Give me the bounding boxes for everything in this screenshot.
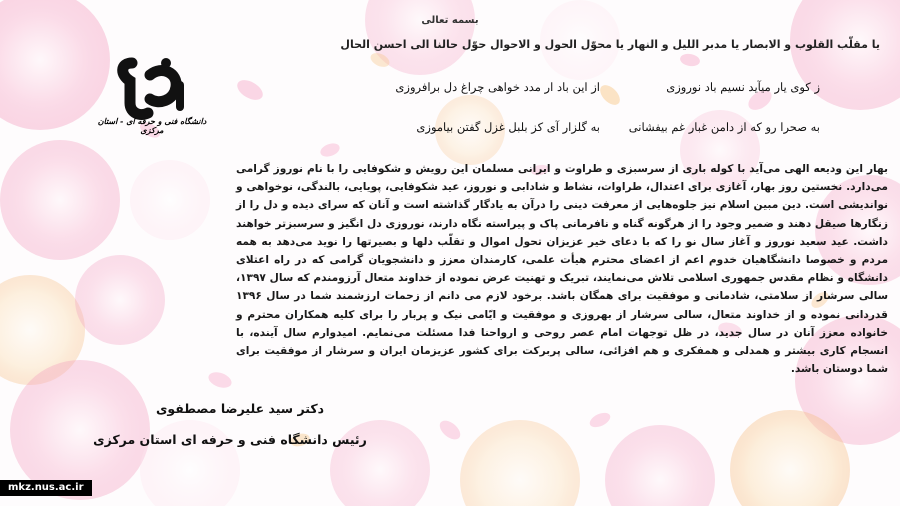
signer-title: رئیس دانشگاه فنی و حرفه ای استان مرکزی [93, 432, 367, 447]
poem-hemistich: از این باد ار مدد خواهی چراغ دل برافروزی [395, 80, 600, 94]
invocation-prayer: یا مقلّب القلوب و الابصار یا مدبر اللیل و النهار یا محوّل الحول و الاحوال حوّل حالنا الی احسن الحال [340, 38, 880, 51]
poem-line-2 [400, 120, 820, 142]
poem-hemistich: به صحرا رو که از دامن غبار غم بیفشانی [628, 120, 820, 134]
logo-caption: دانشگاه فنی و حرفه ای - استان مرکزی [97, 117, 207, 135]
poem-hemistich: ز کوی یار میآید نسیم باد نوروزی [666, 80, 820, 94]
website-url-link[interactable]: mkz.nus.ac.ir [0, 480, 92, 496]
bismillah-heading: بسمه تعالی [421, 15, 479, 26]
poem-hemistich: به گلزار آی کز بلبل غزل گفتن بیاموزی [416, 120, 600, 134]
poem-line-1 [395, 80, 820, 102]
signer-name: دکتر سید علیرضا مصطفوی [155, 401, 325, 416]
nowruz-message-body: بهار این ودیعه الهی می‌آید با کوله باری از سرسبزی و طراوت و ایرانی مسلمان این رویش و شکوفایی را با نام نوروز گرامی می‌دارد. نخستین روز بهار، آغازی برای اعتدال، طراوات، نشاط و شادابی و نوروز، عید شکوفایی، پویایی، بالندگی، نوخواهی و نواندیشی است. دین مبین اسلام نیز جلوه‌هایی از معرفت دینی را درآن به یادگار گذاشته است و آنان که سرای دیده و دل را از زنگارها صیقل دهند و ضمیر وجود را از هرگونه گناه و نافرمانی پاک و پیراسته نگاه دارند، نوروزی دل انگیز و سرسبزتر خواهند داشت. عید سعید نوروز و آغاز سال نو را که با دعای خیر عزیزان تحول اموال و تقلّب دلها و بصیرتها را نوید می‌دهد به همه مردم و خصوصا دانشگاهیان خدوم اعم از اعضای محترم هیأت علمی، کارمندان معزز و دانشجویان گرامی که در راه اعتلای دانشگاه و نظام مقدس جمهوری اسلامی تلاش می‌نمایند، تبریک و تهنیت عرض نموده از خداوند متعال آرزومندم که سال ۱۳۹۷، سالی سرشار از سلامتی، شادمانی و موفقیت برای همگان باشد. برخود لازم می دانم از زحمات ارزشمند شما در سال ۱۳۹۶ قدردانی نموده و از خداوند متعال، سالی سرشار از بهروزی و موفقیت و ایّامی نیک و پربار را برای کلیه همکاران محترم و خانواده معزز آنان در سال جدید، در ظل توجهات امام عصر روحی و ارواحنا فدا مسئلت می‌نمایم. امیدوارم سال آینده، با انسجام کاری بیشتر و همدلی و همفکری و هم افزائی، سالی پربرکت برای کشور عزیزمان ایران و سرشار از موفقیت برای شما دوستان باشد. [236, 163, 888, 376]
